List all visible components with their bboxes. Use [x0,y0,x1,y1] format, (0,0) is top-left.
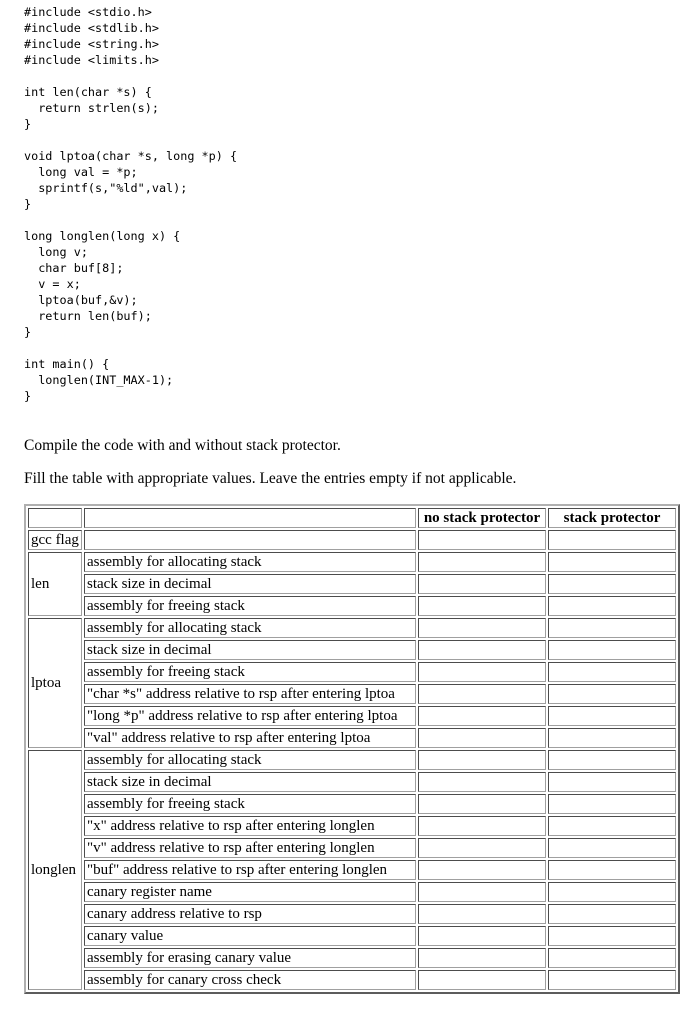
group-label-longlen: longlen [28,750,82,990]
answer-cell-protector[interactable] [548,860,676,880]
answer-cell-protector[interactable] [548,662,676,682]
row-description: assembly for canary cross check [84,970,416,990]
answer-cell-no-protector[interactable] [418,662,546,682]
answer-cell-protector[interactable] [548,816,676,836]
row-description: assembly for freeing stack [84,794,416,814]
row-description: assembly for allocating stack [84,552,416,572]
answer-cell-protector[interactable] [548,574,676,594]
row-description: stack size in decimal [84,640,416,660]
answer-cell-protector[interactable] [548,882,676,902]
row-description: "buf" address relative to rsp after entering longlen [84,860,416,880]
fill-instruction: Fill the table with appropriate values. Leave the entries empty if not applicable. [24,470,517,487]
answer-cell-no-protector[interactable] [418,750,546,770]
answer-cell-no-protector[interactable] [418,794,546,814]
c-source-code: #include <stdio.h> #include <stdlib.h> #include <string.h> #include <limits.h> int len(char *s) { return strlen(s); } void lptoa(char *s, long *p) { long val = *p; sprintf(s,"%ld",val); } long longlen(long x) { long v; char buf[8]; v = x; lptoa(buf,&v); return len(buf); } int main() { longlen(INT_MAX-1); } [24,5,238,403]
gcc-flag-protector-cell[interactable] [548,530,676,550]
gcc-flag-row [28,530,676,550]
answer-cell-no-protector[interactable] [418,926,546,946]
gcc-flag-no-protector-cell[interactable] [418,530,546,550]
table-row [28,750,676,770]
answer-cell-protector[interactable] [548,706,676,726]
row-description: assembly for allocating stack [84,750,416,770]
table-row [28,684,676,704]
table-row [28,794,676,814]
answer-cell-no-protector[interactable] [418,838,546,858]
table-row [28,772,676,792]
answer-cell-protector[interactable] [548,728,676,748]
table-row [28,816,676,836]
table-row [28,948,676,968]
group-label-lptoa: lptoa [28,618,82,748]
gcc-flag-desc [84,530,416,550]
row-description: "v" address relative to rsp after entering longlen [84,838,416,858]
answer-cell-protector[interactable] [548,750,676,770]
answer-cell-protector[interactable] [548,904,676,924]
table-row [28,904,676,924]
answer-cell-no-protector[interactable] [418,706,546,726]
row-description: assembly for erasing canary value [84,948,416,968]
table-row [28,838,676,858]
answer-cell-protector[interactable] [548,596,676,616]
answer-cell-no-protector[interactable] [418,684,546,704]
table-row [28,970,676,990]
table-row [28,926,676,946]
answer-cell-no-protector[interactable] [418,772,546,792]
group-label-len: len [28,552,82,616]
answer-table [24,504,680,994]
row-description: stack size in decimal [84,574,416,594]
answer-cell-protector[interactable] [548,618,676,638]
compile-instruction: Compile the code with and without stack protector. [24,437,341,454]
answer-cell-no-protector[interactable] [418,904,546,924]
header-description-cell [84,508,416,528]
answer-cell-no-protector[interactable] [418,860,546,880]
table-row [28,882,676,902]
row-description: canary value [84,926,416,946]
table-row [28,860,676,880]
header-stack-protector: stack protector [548,508,676,528]
row-description: "x" address relative to rsp after entering longlen [84,816,416,836]
answer-cell-protector[interactable] [548,926,676,946]
gcc-flag-label: gcc flag [28,530,82,550]
answer-cell-no-protector[interactable] [418,552,546,572]
row-description: assembly for freeing stack [84,596,416,616]
header-corner-cell [28,508,82,528]
table-row [28,552,676,572]
answer-cell-no-protector[interactable] [418,618,546,638]
table-row [28,662,676,682]
answer-cell-no-protector[interactable] [418,816,546,836]
table-row [28,728,676,748]
row-description: "val" address relative to rsp after entering lptoa [84,728,416,748]
row-description: stack size in decimal [84,772,416,792]
header-row [28,508,676,528]
answer-cell-no-protector[interactable] [418,574,546,594]
row-description: assembly for allocating stack [84,618,416,638]
answer-cell-protector[interactable] [548,794,676,814]
table-row [28,596,676,616]
row-description: "long *p" address relative to rsp after entering lptoa [84,706,416,726]
answer-cell-protector[interactable] [548,948,676,968]
answer-cell-no-protector[interactable] [418,882,546,902]
header-no-stack-protector: no stack protector [418,508,546,528]
row-description: canary address relative to rsp [84,904,416,924]
answer-cell-no-protector[interactable] [418,970,546,990]
table-row [28,640,676,660]
table-row [28,618,676,638]
answer-cell-protector[interactable] [548,640,676,660]
answer-cell-protector[interactable] [548,838,676,858]
table-row [28,574,676,594]
answer-cell-protector[interactable] [548,552,676,572]
row-description: canary register name [84,882,416,902]
answer-cell-no-protector[interactable] [418,596,546,616]
answer-cell-protector[interactable] [548,684,676,704]
row-description: assembly for freeing stack [84,662,416,682]
answer-cell-no-protector[interactable] [418,728,546,748]
answer-cell-protector[interactable] [548,970,676,990]
table-row [28,706,676,726]
answer-cell-no-protector[interactable] [418,640,546,660]
answer-cell-no-protector[interactable] [418,948,546,968]
row-description: "char *s" address relative to rsp after entering lptoa [84,684,416,704]
answer-cell-protector[interactable] [548,772,676,792]
